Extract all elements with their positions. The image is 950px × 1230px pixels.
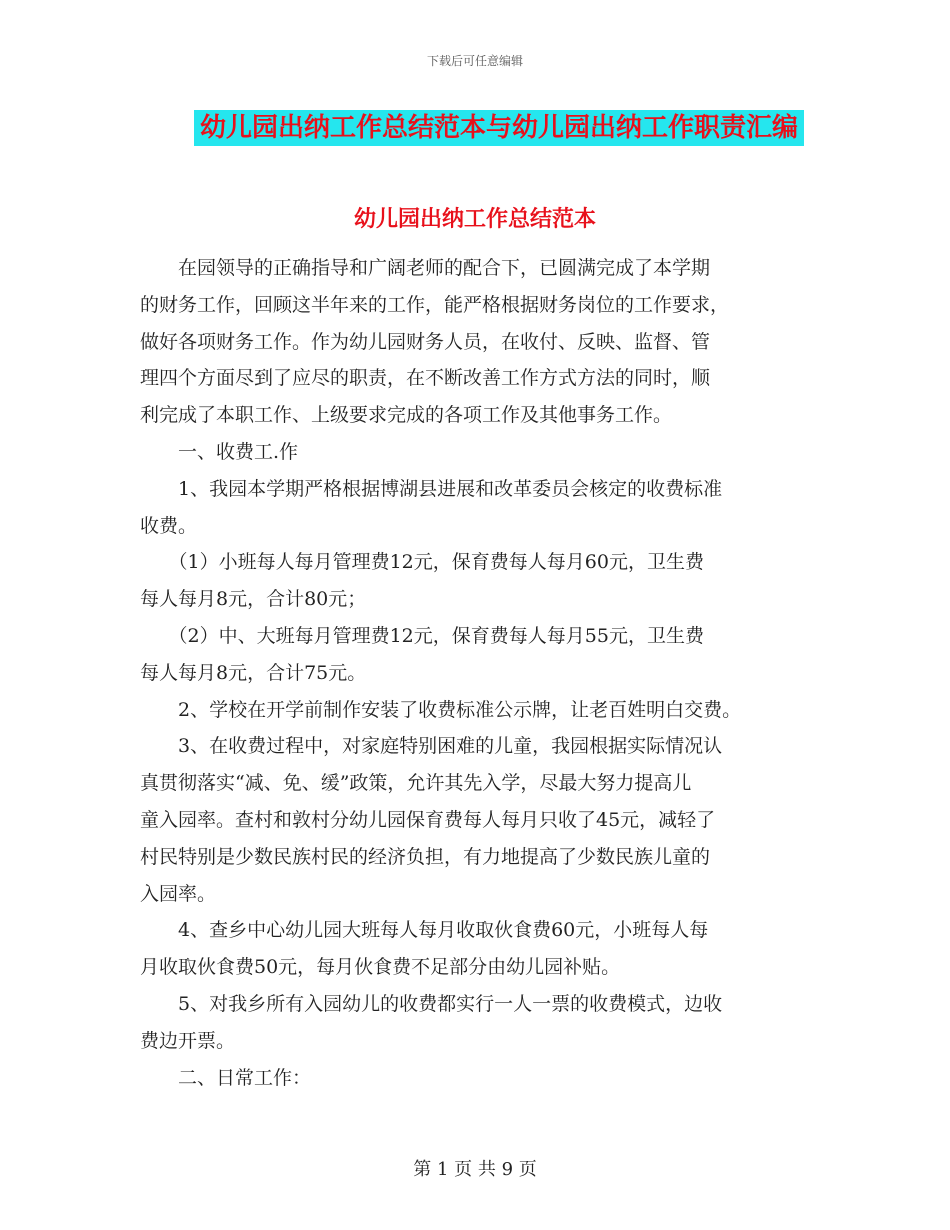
- body-line: 2、学校在开学前制作安装了收费标准公示牌，让老百姓明白交费。: [140, 698, 742, 721]
- body-line: 每人每月8元，合计75元。: [140, 661, 367, 684]
- body-line: 每人每月8元，合计80元；: [140, 588, 367, 611]
- body-line: 利完成了本职工作、上级要求完成的各项工作及其他事务工作。: [140, 404, 673, 427]
- body-line: 做好各项财务工作。作为幼儿园财务人员，在收付、反映、监督、管: [140, 330, 711, 353]
- body-line: 村民特别是少数民族村民的经济负担，有力地提高了少数民族儿童的: [140, 845, 711, 868]
- body-line: （1）小班每人每月管理费12元，保育费每人每月60元，卫生费: [140, 551, 704, 574]
- body-line: 3、在收费过程中，对家庭特别困难的儿童，我园根据实际情况认: [140, 735, 723, 758]
- body-line: 童入园率。查村和敦村分幼儿园保育费每人每月只收了45元，减轻了: [140, 808, 716, 831]
- document-title: 幼儿园出纳工作总结范本与幼儿园出纳工作职责汇编: [194, 110, 804, 146]
- body-line: 1、我园本学期严格根据博湖县进展和改革委员会核定的收费标准: [140, 477, 723, 500]
- body-line: 一、收费工.作: [140, 440, 299, 463]
- header-note: 下载后可任意编辑: [426, 54, 523, 68]
- section-title: 幼儿园出纳工作总结范本: [353, 207, 596, 232]
- body-line: 二、日常工作：: [140, 1066, 312, 1089]
- body-line: 收费。: [140, 514, 198, 537]
- page-number-footer: 第 1 页 共 9 页: [413, 1159, 537, 1180]
- body-line: 的财务工作，回顾这半年来的工作，能严格根据财务岗位的工作要求，: [140, 293, 730, 316]
- body-line: 在园领导的正确指导和广阔老师的配合下，已圆满完成了本学期: [140, 257, 711, 279]
- document-body: [140, 250, 810, 1096]
- body-line: （2）中、大班每月管理费12元，保育费每人每月55元，卫生费: [140, 624, 704, 647]
- body-line: 费边开票。: [140, 1029, 236, 1052]
- body-line: 入园率。: [140, 882, 217, 905]
- body-line: 月收取伙食费50元，每月伙食费不足部分由幼儿园补贴。: [140, 956, 621, 979]
- body-line: 4、查乡中心幼儿园大班每人每月收取伙食费60元，小班每人每: [140, 919, 709, 942]
- body-line: 5、对我乡所有入园幼儿的收费都实行一人一票的收费模式，边收: [140, 992, 723, 1015]
- body-line: 理四个方面尽到了应尽的职责，在不断改善工作方式方法的同时，顺: [140, 367, 711, 390]
- body-line: 真贯彻落实“减、免、缓”政策，允许其先入学，尽最大努力提高儿: [140, 772, 692, 795]
